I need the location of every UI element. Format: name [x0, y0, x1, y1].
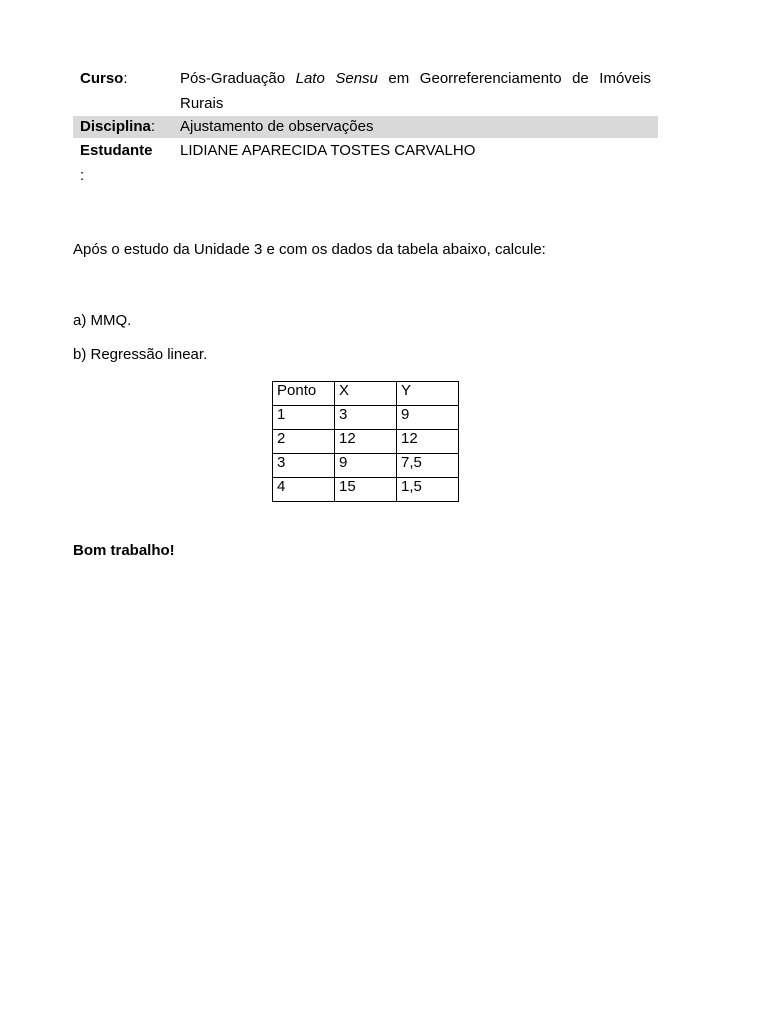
item-a: a) MMQ. [73, 312, 132, 329]
student-label: Estudante [80, 142, 153, 159]
table-row [273, 454, 459, 478]
table-cell: 9 [397, 406, 459, 430]
course-text-post: em Georreferenciamento de Imóveis Rurais [180, 70, 651, 112]
data-table [272, 381, 459, 502]
course-label-cell [73, 66, 173, 116]
student-colon: : [80, 167, 85, 184]
discipline-label-cell [73, 116, 173, 138]
discipline-label: Disciplina [80, 118, 151, 135]
table-cell: 1,5 [397, 478, 459, 502]
course-label: Curso [80, 70, 124, 87]
table-cell: 12 [397, 430, 459, 454]
discipline-value: Ajustamento de observações [173, 116, 658, 138]
student-row [73, 138, 658, 188]
course-value [173, 66, 658, 116]
student-label-cell [73, 138, 173, 188]
intro-paragraph: Após o estudo da Unidade 3 e com os dados da tabela abaixo, calcule: [73, 241, 546, 258]
course-colon: : [123, 70, 128, 87]
table-row [273, 430, 459, 454]
table-cell: 15 [335, 478, 397, 502]
table-row [273, 478, 459, 502]
table-cell: 3 [335, 406, 397, 430]
student-value: LIDIANE APARECIDA TOSTES CARVALHO [180, 142, 476, 159]
item-b: b) Regressão linear. [73, 346, 208, 363]
data-table-header-row [273, 382, 459, 406]
closing-text: Bom trabalho! [73, 542, 175, 559]
discipline-row [73, 116, 658, 138]
table-cell: 9 [335, 454, 397, 478]
table-cell: 2 [273, 430, 335, 454]
table-cell: 3 [273, 454, 335, 478]
table-row [273, 406, 459, 430]
table-cell: 7,5 [397, 454, 459, 478]
course-text-pre: Pós-Graduação [180, 70, 296, 87]
header-cell-y: Y [397, 382, 459, 406]
course-row [73, 66, 658, 116]
header-info-table [73, 66, 658, 188]
discipline-colon: : [150, 118, 156, 135]
table-cell: 4 [273, 478, 335, 502]
table-cell: 1 [273, 406, 335, 430]
header-cell-x: X [335, 382, 397, 406]
header-cell-ponto: Ponto [273, 382, 335, 406]
course-text-italic: Lato Sensu [295, 70, 378, 87]
table-cell: 12 [335, 430, 397, 454]
